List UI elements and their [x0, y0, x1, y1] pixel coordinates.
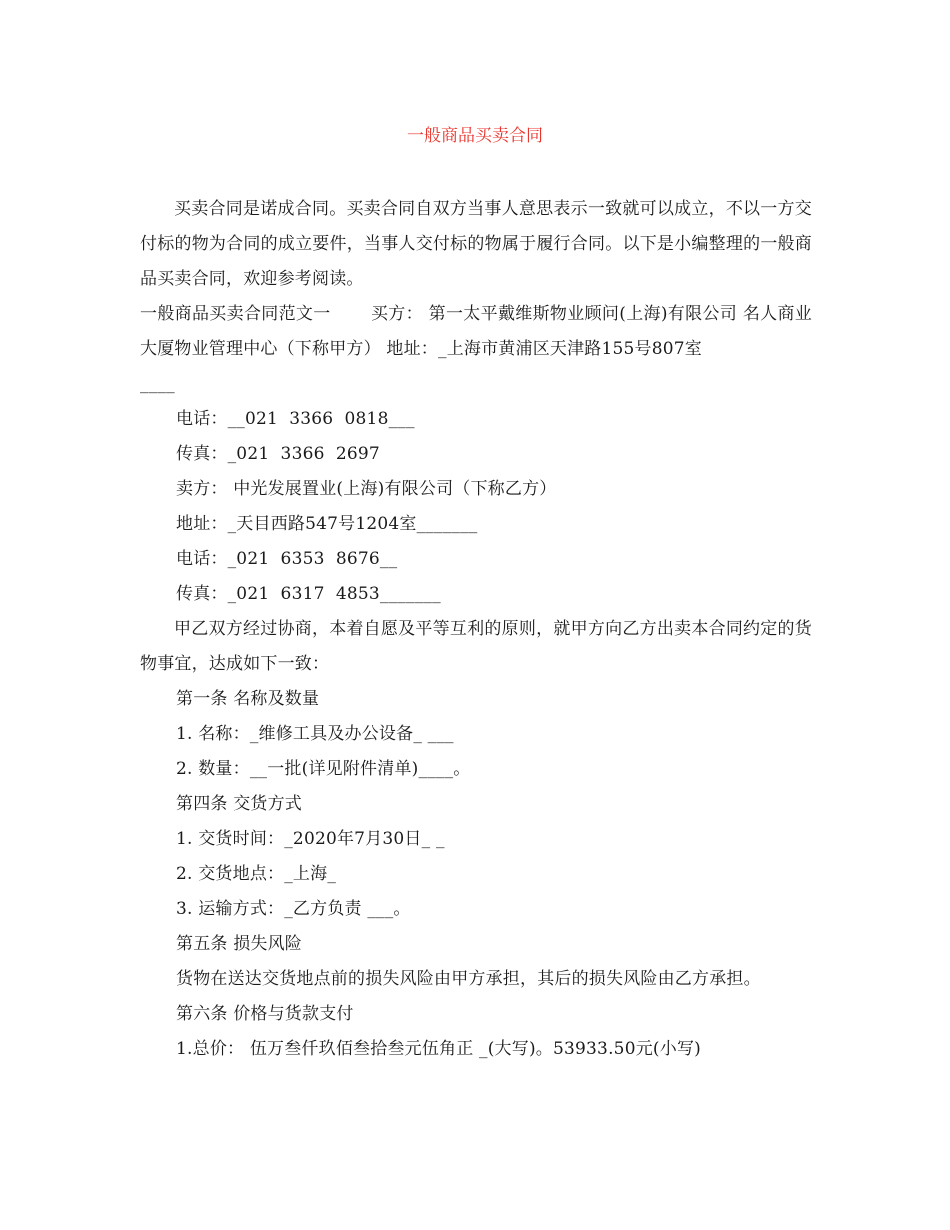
article5-heading: 第五条 损失风险 — [176, 934, 303, 954]
seller-fax: 传真：_021 6317 4853_______ — [176, 584, 441, 604]
buyer-fax: 传真：_021 3366 2697 — [176, 444, 380, 464]
seller-name: 卖方： 中光发展置业(上海)有限公司（下称乙方） — [176, 479, 557, 499]
buyer-block: 一般商品买卖合同范文一 买方： 第一太平戴维斯物业顾问(上海)有限公司 名人商业大厦物业管理中心（下称甲方） 地址：_上海市黄浦区天津路155号807室 — [140, 304, 812, 359]
article6-heading: 第六条 价格与货款支付 — [176, 1004, 354, 1024]
article1-heading: 第一条 名称及数量 — [176, 689, 320, 709]
article4-heading: 第四条 交货方式 — [176, 794, 303, 814]
seller-address: 地址：_天目西路547号1204室_______ — [176, 514, 478, 534]
article1-item1: 1. 名称：_维修工具及办公设备_ ___ — [176, 724, 454, 744]
intro-paragraph: 买卖合同是诺成合同。买卖合同自双方当事人意思表示一致就可以成立，不以一方交付标的物为合同的成立要件，当事人交付标的物属于履行合同。以下是小编整理的一般商品买卖合同，欢迎参考阅读。 — [140, 199, 812, 289]
article6-item1: 1.总价： 伍万叁仟玖佰叁拾叁元伍角正 _(大写)。53933.50元(小写) — [176, 1039, 701, 1059]
article5-text: 货物在送达交货地点前的损失风险由甲方承担，其后的损失风险由乙方承担。 — [176, 969, 761, 989]
document-body — [140, 192, 812, 1067]
article4-item2: 2. 交货地点：_上海_ — [176, 864, 337, 884]
article4-item3: 3. 运输方式：_乙方负责 ___。 — [176, 899, 411, 919]
document-title: 一般商品买卖合同 — [407, 126, 543, 146]
article4-item1: 1. 交货时间：_2020年7月30日_ _ — [176, 829, 445, 849]
buyer-address-tail: ____ — [140, 374, 175, 394]
buyer-phone: 电话：__021 3366 0818___ — [176, 409, 415, 429]
seller-phone: 电话：_021 6353 8676__ — [176, 549, 398, 569]
article1-item2: 2. 数量：__一批(详见附件清单)____。 — [176, 759, 471, 779]
agreement-paragraph: 甲乙双方经过协商，本着自愿及平等互利的原则，就甲方向乙方出卖本合同约定的货物事宜，达成如下一致： — [140, 619, 812, 674]
